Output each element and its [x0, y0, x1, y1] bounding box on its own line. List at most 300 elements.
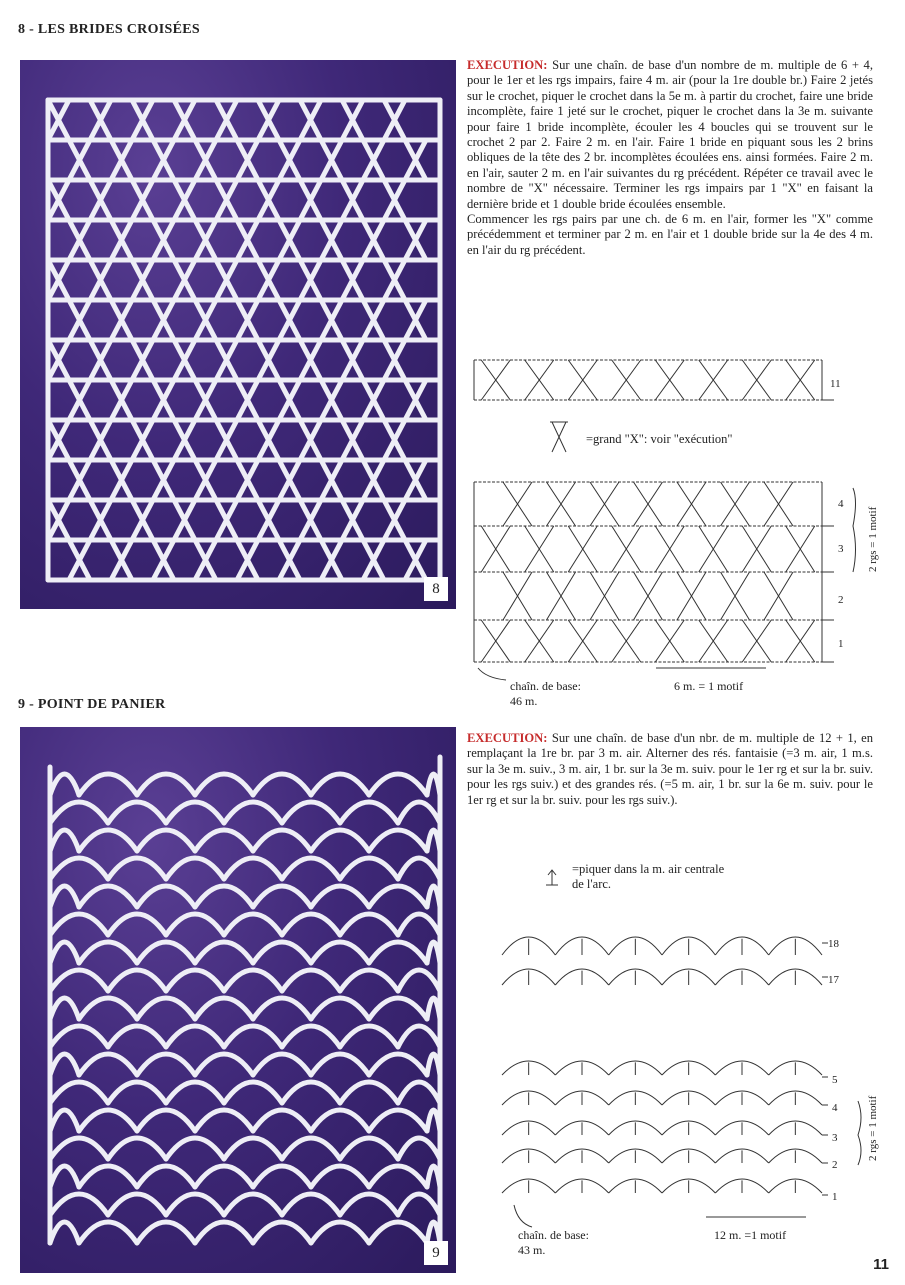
yarn-arc — [166, 914, 224, 935]
yarn-cross — [69, 220, 90, 260]
yarn-arc — [137, 774, 195, 795]
yarn-cross — [69, 140, 90, 180]
yarn-arc — [224, 914, 282, 935]
yarn-arc — [282, 970, 340, 991]
yarn-cross — [258, 180, 279, 220]
yarn-arc — [340, 914, 398, 935]
yarn-arc — [50, 914, 108, 935]
yarn-arc — [311, 886, 369, 907]
yarn-cross — [153, 380, 174, 420]
chart-x-stitch — [786, 526, 815, 572]
yarn-arc — [398, 1138, 440, 1159]
yarn-arc — [224, 1082, 282, 1103]
chart-x-stitch — [677, 572, 706, 620]
chart-x-stitch — [764, 572, 793, 620]
yarn-arc — [340, 802, 398, 823]
chart-x-stitch — [568, 360, 597, 400]
yarn-cross — [405, 220, 426, 260]
grand-x-legend-icon — [550, 422, 568, 452]
section-9-row-label-1: 1 — [832, 1191, 838, 1203]
chart-x-stitch — [764, 482, 793, 526]
yarn-arc — [282, 802, 340, 823]
yarn-cross — [300, 180, 321, 220]
chart-x-stitch — [612, 620, 641, 662]
chart-x-stitch — [742, 360, 771, 400]
yarn-cross — [363, 460, 384, 500]
yarn-arc — [137, 998, 195, 1019]
yarn-cross — [195, 460, 216, 500]
yarn-arc — [195, 1166, 253, 1187]
chart-x-stitch — [612, 526, 641, 572]
yarn-cross — [216, 500, 237, 540]
yarn-cross — [237, 540, 258, 580]
yarn-arc — [137, 1110, 195, 1131]
yarn-arc — [311, 942, 369, 963]
section-9-execution-label: EXECUTION: — [467, 731, 548, 745]
yarn-cross — [321, 220, 342, 260]
yarn-arc — [253, 998, 311, 1019]
yarn-cross — [216, 180, 237, 220]
yarn-arc — [50, 858, 108, 879]
yarn-cross — [279, 220, 300, 260]
yarn-arc — [79, 1110, 137, 1131]
yarn-cross — [90, 100, 111, 140]
section-8-base-label-2: 46 m. — [510, 694, 538, 708]
yarn-arc — [311, 1054, 369, 1075]
yarn-cross — [132, 180, 153, 220]
yarn-cross — [342, 180, 363, 220]
chart-x-stitch — [634, 572, 663, 620]
yarn-arc — [398, 802, 440, 823]
yarn-arc — [50, 1054, 79, 1075]
yarn-cross — [174, 340, 195, 380]
yarn-arc — [311, 1110, 369, 1131]
section-9-row-label-4: 4 — [832, 1102, 838, 1114]
section-9-base-label-1: chaîn. de base: — [518, 1228, 589, 1242]
yarn-arc — [137, 1166, 195, 1187]
yarn-cross — [90, 420, 111, 460]
yarn-cross — [384, 500, 405, 540]
section-9-legend-2: de l'arc. — [572, 877, 612, 891]
yarn-cross — [174, 500, 195, 540]
chart-x-stitch — [481, 360, 510, 400]
section-9-row-label-2: 2 — [832, 1159, 838, 1171]
chart-x-stitch — [503, 572, 532, 620]
chart-x-stitch — [677, 482, 706, 526]
yarn-cross — [48, 340, 69, 380]
yarn-arc — [137, 942, 195, 963]
yarn-cross — [48, 180, 69, 220]
yarn-arc — [369, 830, 427, 851]
yarn-arc — [311, 1222, 369, 1243]
yarn-cross — [111, 140, 132, 180]
yarn-cross — [174, 100, 195, 140]
yarn-cross — [258, 260, 279, 300]
yarn-arc — [166, 802, 224, 823]
yarn-arc — [195, 886, 253, 907]
yarn-cross — [111, 460, 132, 500]
yarn-cross — [48, 260, 69, 300]
section-9-side-label: 2 rgs = 1 motif — [867, 1095, 879, 1161]
yarn-cross — [153, 460, 174, 500]
chart-x-stitch — [525, 526, 554, 572]
chart-x-stitch — [481, 526, 510, 572]
yarn-cross — [321, 540, 342, 580]
yarn-cross — [48, 420, 69, 460]
yarn-arc — [195, 998, 253, 1019]
chart-x-stitch — [699, 360, 728, 400]
yarn-cross — [195, 540, 216, 580]
section-9-photo-number: 9 — [424, 1241, 448, 1265]
chart-x-stitch — [547, 572, 576, 620]
yarn-cross — [384, 420, 405, 460]
section-8-title: 8 - LES BRIDES CROISÉES — [18, 22, 200, 37]
lace-pattern-8 — [20, 60, 456, 609]
yarn-cross — [237, 380, 258, 420]
chart-x-stitch — [742, 620, 771, 662]
yarn-cross — [258, 500, 279, 540]
yarn-cross — [258, 420, 279, 460]
chart-x-stitch — [786, 360, 815, 400]
yarn-arc — [282, 1082, 340, 1103]
yarn-arc — [50, 1138, 108, 1159]
chart-x-stitch — [568, 526, 597, 572]
yarn-cross — [363, 140, 384, 180]
chart-x-stitch — [742, 526, 771, 572]
yarn-arc — [50, 942, 79, 963]
yarn-arc — [340, 1026, 398, 1047]
yarn-arc — [108, 1082, 166, 1103]
section-9-execution — [467, 731, 873, 808]
yarn-cross — [363, 540, 384, 580]
motif-brace — [858, 1101, 861, 1165]
chart-x-stitch — [590, 572, 619, 620]
yarn-arc — [137, 830, 195, 851]
section-9-title: 9 - POINT DE PANIER — [18, 697, 166, 712]
yarn-cross — [237, 300, 258, 340]
yarn-cross — [342, 260, 363, 300]
yarn-cross — [216, 260, 237, 300]
yarn-arc — [166, 1082, 224, 1103]
section-8-legend: =grand "X": voir "exécution" — [586, 432, 733, 446]
yarn-cross — [279, 540, 300, 580]
yarn-arc — [108, 970, 166, 991]
section-9-photo — [20, 727, 456, 1273]
yarn-arc — [50, 1222, 79, 1243]
yarn-cross — [174, 420, 195, 460]
yarn-cross — [342, 500, 363, 540]
yarn-arc — [253, 886, 311, 907]
yarn-cross — [153, 140, 174, 180]
yarn-arc — [398, 970, 440, 991]
chart-x-stitch — [481, 620, 510, 662]
chart-x-stitch — [525, 360, 554, 400]
yarn-cross — [237, 140, 258, 180]
yarn-arc — [340, 858, 398, 879]
yarn-cross — [132, 420, 153, 460]
yarn-arc — [50, 802, 108, 823]
yarn-arc — [195, 942, 253, 963]
section-8-execution-label: EXECUTION: — [467, 58, 548, 72]
section-9-execution-text: Sur une chaîn. de base d'un nbr. de m. multiple de 12 + 1, en remplaçant la 1re br. par 3 m. air. Alterner des rés. fantaisie (=3 m. air, 1 m.s. sur la 3e m. suiv., 3 m. air, 1 br. sur la 3e m. suiv. pour le 1er rg et sur la br. suiv. pour les rgs suiv.) et des grandes rés. (=5 m. air, 1 br. sur la 6e m. suiv. pour le 1er rg et sur la br. suiv. pour les rgs suiv.). — [467, 731, 874, 807]
yarn-cross — [300, 340, 321, 380]
section-8-motif-label: 6 m. = 1 motif — [674, 679, 744, 693]
yarn-arc — [50, 998, 79, 1019]
chart-x-stitch — [786, 620, 815, 662]
yarn-cross — [405, 300, 426, 340]
yarn-cross — [216, 420, 237, 460]
yarn-cross — [69, 380, 90, 420]
yarn-arc — [311, 774, 369, 795]
yarn-cross — [384, 100, 405, 140]
chart-x-stitch — [721, 572, 750, 620]
yarn-arc — [282, 1026, 340, 1047]
yarn-cross — [111, 540, 132, 580]
yarn-cross — [321, 380, 342, 420]
chart-x-stitch — [699, 620, 728, 662]
yarn-arc — [224, 1138, 282, 1159]
yarn-arc — [369, 1110, 427, 1131]
yarn-arc — [369, 998, 427, 1019]
yarn-arc — [50, 774, 79, 795]
base-chain-pointer — [478, 668, 506, 680]
yarn-cross — [90, 340, 111, 380]
yarn-cross — [258, 100, 279, 140]
yarn-arc — [195, 1222, 253, 1243]
yarn-arc — [369, 1222, 427, 1243]
yarn-arc — [166, 970, 224, 991]
section-8-row-label-11: 11 — [830, 378, 841, 390]
yarn-cross — [258, 340, 279, 380]
yarn-arc — [108, 1138, 166, 1159]
section-9-base-label-2: 43 m. — [518, 1243, 546, 1257]
chart-x-stitch — [655, 526, 684, 572]
yarn-arc — [253, 830, 311, 851]
chart-x-stitch — [547, 482, 576, 526]
yarn-arc — [340, 1194, 398, 1215]
yarn-arc — [108, 1194, 166, 1215]
yarn-arc — [398, 858, 440, 879]
yarn-arc — [79, 998, 137, 1019]
yarn-cross — [48, 100, 69, 140]
yarn-cross — [300, 500, 321, 540]
yarn-arc — [340, 1138, 398, 1159]
section-8-side-label: 2 rgs = 1 motif — [867, 506, 879, 572]
yarn-cross — [90, 500, 111, 540]
yarn-cross — [405, 540, 426, 580]
yarn-cross — [342, 100, 363, 140]
yarn-arc — [340, 970, 398, 991]
yarn-cross — [321, 300, 342, 340]
section-8-row-label-1: 1 — [838, 638, 844, 650]
yarn-cross — [321, 140, 342, 180]
yarn-cross — [216, 340, 237, 380]
yarn-arc — [79, 1166, 137, 1187]
section-8-row-label-2: 2 — [838, 594, 844, 606]
yarn-arc — [195, 1054, 253, 1075]
yarn-cross — [363, 380, 384, 420]
chart-x-stitch — [503, 482, 532, 526]
yarn-cross — [111, 380, 132, 420]
yarn-arc — [311, 1166, 369, 1187]
yarn-cross — [405, 140, 426, 180]
section-8-execution — [467, 58, 873, 258]
yarn-arc — [253, 1110, 311, 1131]
yarn-arc — [195, 830, 253, 851]
yarn-arc — [79, 774, 137, 795]
yarn-cross — [132, 100, 153, 140]
yarn-arc — [79, 1054, 137, 1075]
yarn-cross — [384, 340, 405, 380]
yarn-cross — [132, 340, 153, 380]
yarn-arc — [311, 830, 369, 851]
yarn-cross — [237, 460, 258, 500]
yarn-cross — [195, 300, 216, 340]
yarn-arc — [108, 1026, 166, 1047]
yarn-arc — [137, 1222, 195, 1243]
chart-x-stitch — [612, 360, 641, 400]
yarn-arc — [282, 1194, 340, 1215]
yarn-arc — [50, 830, 79, 851]
yarn-arc — [253, 774, 311, 795]
yarn-cross — [300, 100, 321, 140]
yarn-arc — [398, 1026, 440, 1047]
yarn-arc — [224, 858, 282, 879]
yarn-arc — [50, 1194, 108, 1215]
yarn-arc — [50, 1110, 79, 1131]
yarn-arc — [224, 1026, 282, 1047]
yarn-cross — [153, 300, 174, 340]
section-8-row-label-3: 3 — [838, 543, 844, 555]
yarn-cross — [321, 460, 342, 500]
yarn-cross — [384, 180, 405, 220]
yarn-arc — [79, 1222, 137, 1243]
yarn-cross — [384, 260, 405, 300]
yarn-cross — [300, 260, 321, 300]
section-8-execution-text: Sur une chaîn. de base d'un nombre de m. multiple de 6 + 4, pour le 1er et les rgs impairs, faire 4 m. air (pour la 1re double br.) Faire 2 jetés sur le crochet, piquer le crochet dans la 5e m. à partir du crochet, faire une bride incomplète, faire 1 jeté sur le crochet, piquer le crochet dans la 3e m. suivante pour faire 1 bride incomplète, écouler les 4 boucles qui se trouvent sur le crochet 2 par 2. Faire 2 m. en l'air. Faire 1 bride en piquant sous les 2 brins obliques de la tête des 2 br. incomplètes écoulées ens. ainsi formées. Faire 2 m. en l'air, sauter 2 m. en l'air suivantes du rg précédent. Répéter ce travail avec le nombre de "X" nécessaire. Terminer les rgs impairs par 1 "X" en faisant la dernière bride et 1 double bride écoulées ensemble. — [467, 58, 873, 211]
yarn-arc — [108, 802, 166, 823]
section-9-row-label-3: 3 — [832, 1132, 838, 1144]
yarn-arc — [282, 1138, 340, 1159]
yarn-cross — [279, 380, 300, 420]
yarn-cross — [132, 500, 153, 540]
yarn-arc — [50, 1166, 79, 1187]
chart-x-stitch — [721, 482, 750, 526]
yarn-arc — [369, 1054, 427, 1075]
yarn-arc — [79, 942, 137, 963]
yarn-cross — [48, 500, 69, 540]
yarn-arc — [166, 1138, 224, 1159]
yarn-cross — [153, 220, 174, 260]
yarn-cross — [195, 380, 216, 420]
yarn-arc — [79, 886, 137, 907]
section-9-row-label-17: 17 — [828, 974, 839, 986]
yarn-arc — [195, 774, 253, 795]
yarn-cross — [300, 420, 321, 460]
section-9-row-label-5: 5 — [832, 1074, 838, 1086]
yarn-cross — [132, 260, 153, 300]
section-8-photo-number: 8 — [424, 577, 448, 601]
chart-x-stitch — [590, 482, 619, 526]
lace-pattern-9 — [20, 727, 456, 1273]
section-8-row-label-4: 4 — [838, 498, 844, 510]
yarn-arc — [224, 1194, 282, 1215]
yarn-arc — [282, 914, 340, 935]
yarn-cross — [405, 460, 426, 500]
yarn-cross — [195, 140, 216, 180]
yarn-cross — [174, 180, 195, 220]
base-chain-pointer — [514, 1205, 532, 1227]
yarn-arc — [311, 998, 369, 1019]
yarn-cross — [90, 180, 111, 220]
yarn-cross — [111, 300, 132, 340]
yarn-arc — [79, 830, 137, 851]
yarn-arc — [137, 1054, 195, 1075]
yarn-cross — [69, 540, 90, 580]
yarn-cross — [69, 460, 90, 500]
section-9-legend-1: =piquer dans la m. air centrale — [572, 862, 725, 876]
chart-x-stitch — [525, 620, 554, 662]
yarn-cross — [90, 260, 111, 300]
section-9-chart-diagram — [466, 855, 886, 1260]
yarn-arc — [108, 858, 166, 879]
yarn-arc — [253, 1166, 311, 1187]
section-9-row-label-18: 18 — [828, 938, 839, 950]
yarn-arc — [369, 774, 427, 795]
yarn-cross — [279, 140, 300, 180]
yarn-arc — [50, 970, 108, 991]
yarn-cross — [363, 300, 384, 340]
yarn-cross — [279, 300, 300, 340]
yarn-arc — [398, 1194, 440, 1215]
yarn-arc — [253, 1054, 311, 1075]
yarn-arc — [340, 1082, 398, 1103]
section-8-base-label-1: chaîn. de base: — [510, 679, 581, 693]
yarn-arc — [137, 886, 195, 907]
section-9-motif-label: 12 m. =1 motif — [714, 1228, 787, 1242]
yarn-cross — [342, 420, 363, 460]
yarn-cross — [195, 220, 216, 260]
section-8-execution-text-2: Commencer les rgs pairs par une ch. de 6 m. en l'air, former les "X" comme précédemment et terminer par 2 m. en l'air et 1 double bride sur la 4e des 4 m. en l'air du rg précédent. — [467, 212, 873, 257]
chart-x-stitch — [568, 620, 597, 662]
yarn-arc — [253, 1222, 311, 1243]
motif-brace — [853, 488, 856, 572]
yarn-arc — [50, 886, 79, 907]
yarn-arc — [166, 1026, 224, 1047]
chart-x-stitch — [655, 620, 684, 662]
yarn-cross — [405, 380, 426, 420]
yarn-arc — [369, 942, 427, 963]
chart-x-stitch — [699, 526, 728, 572]
yarn-arc — [398, 914, 440, 935]
yarn-cross — [174, 260, 195, 300]
chart-x-stitch — [655, 360, 684, 400]
yarn-arc — [369, 886, 427, 907]
yarn-cross — [279, 460, 300, 500]
yarn-cross — [342, 340, 363, 380]
yarn-cross — [69, 300, 90, 340]
yarn-arc — [195, 1110, 253, 1131]
yarn-arc — [369, 1166, 427, 1187]
yarn-cross — [363, 220, 384, 260]
yarn-arc — [166, 858, 224, 879]
yarn-arc — [253, 942, 311, 963]
yarn-cross — [237, 220, 258, 260]
section-8-chart-diagram — [466, 350, 886, 710]
yarn-arc — [282, 858, 340, 879]
yarn-arc — [50, 1026, 108, 1047]
yarn-arc — [166, 1194, 224, 1215]
